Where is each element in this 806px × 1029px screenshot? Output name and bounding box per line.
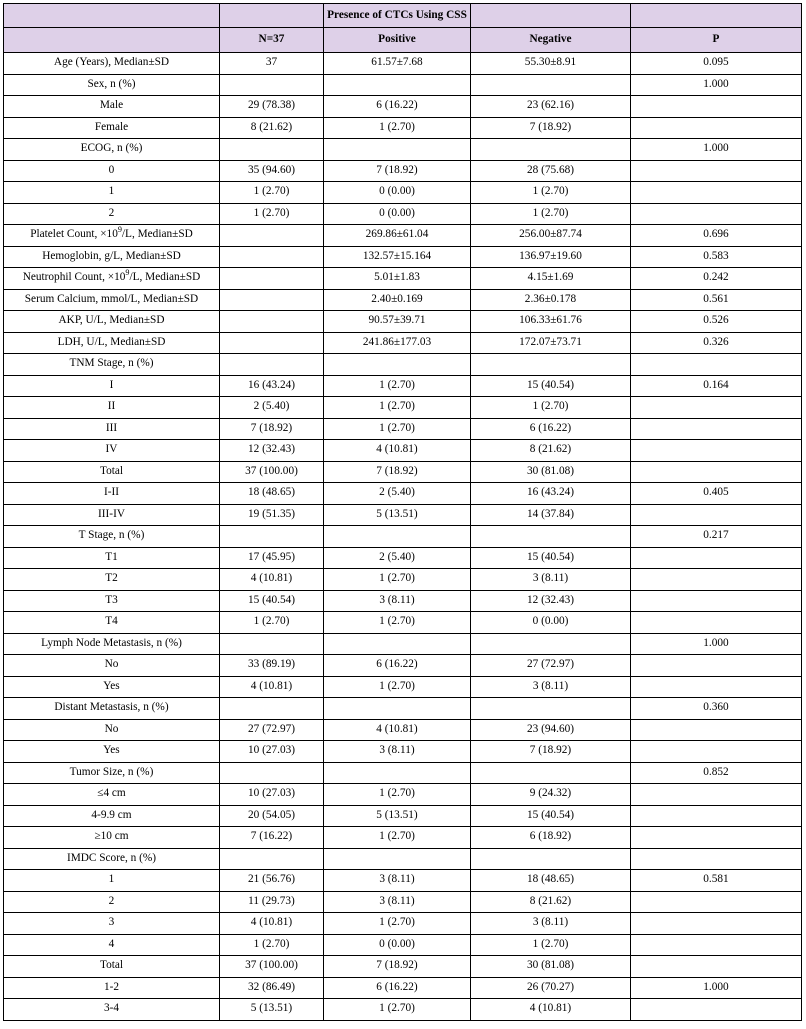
data-cell-total: 37 (100.00) [220,461,324,483]
data-cell-negative: 136.97±19.60 [471,246,631,268]
row-label-cell: I [4,375,220,397]
data-cell-total [220,268,324,290]
data-cell-negative: 2.36±0.178 [471,289,631,311]
data-cell-positive: 3 (8.11) [324,870,471,892]
data-cell-negative: 14 (37.84) [471,504,631,526]
data-cell-total: 12 (32.43) [220,440,324,462]
row-label-cell: 1-2 [4,977,220,999]
data-cell-p [631,956,802,978]
data-cell-positive: 132.57±15.164 [324,246,471,268]
table-row [4,74,802,96]
data-cell-negative: 256.00±87.74 [471,225,631,247]
row-label-cell: Female [4,117,220,139]
header-group-spacer-negative [471,4,631,28]
column-header-variable [4,28,220,53]
data-cell-positive: 2 (5.40) [324,483,471,505]
data-cell-p [631,504,802,526]
data-cell-positive: 1 (2.70) [324,676,471,698]
row-label-cell: Hemoglobin, g/L, Median±SD [4,246,220,268]
data-cell-p [631,784,802,806]
data-cell-total: 10 (27.03) [220,741,324,763]
data-cell-positive: 6 (16.22) [324,96,471,118]
row-label-cell: No [4,719,220,741]
data-cell-total [220,332,324,354]
data-cell-p: 0.164 [631,375,802,397]
data-cell-p: 1.000 [631,139,802,161]
data-cell-negative: 23 (62.16) [471,96,631,118]
data-cell-p: 1.000 [631,633,802,655]
column-header-positive: Positive [324,28,471,53]
table-row [4,762,802,784]
data-cell-total [220,848,324,870]
row-label-cell: III-IV [4,504,220,526]
data-cell-positive: 1 (2.70) [324,397,471,419]
data-cell-p [631,160,802,182]
row-label-cell: Yes [4,676,220,698]
data-cell-total: 15 (40.54) [220,590,324,612]
data-cell-negative: 27 (72.97) [471,655,631,677]
header-group-spacer-total [220,4,324,28]
header-row-columns [4,28,802,53]
row-label-cell: 4-9.9 cm [4,805,220,827]
table-row [4,999,802,1021]
table-row [4,526,802,548]
data-cell-positive: 1 (2.70) [324,612,471,634]
data-cell-positive: 1 (2.70) [324,117,471,139]
data-cell-positive: 90.57±39.71 [324,311,471,333]
row-label-cell: LDH, U/L, Median±SD [4,332,220,354]
data-cell-negative: 30 (81.08) [471,956,631,978]
data-cell-total: 1 (2.70) [220,182,324,204]
data-cell-p [631,741,802,763]
data-cell-total [220,289,324,311]
data-cell-negative: 8 (21.62) [471,440,631,462]
row-label-cell: Age (Years), Median±SD [4,53,220,75]
data-cell-total: 7 (16.22) [220,827,324,849]
data-cell-total [220,633,324,655]
data-cell-p [631,569,802,591]
row-label-cell: Neutrophil Count, $\times 10^9/L$, Median±SD [4,268,220,290]
data-cell-positive: 4 (10.81) [324,719,471,741]
data-cell-p [631,547,802,569]
table-row [4,117,802,139]
data-cell-positive: 4 (10.81) [324,440,471,462]
data-cell-p: 0.583 [631,246,802,268]
data-cell-p [631,655,802,677]
data-cell-p: 0.217 [631,526,802,548]
data-cell-negative: 15 (40.54) [471,375,631,397]
table-row [4,246,802,268]
data-cell-negative: 15 (40.54) [471,805,631,827]
data-cell-positive [324,848,471,870]
data-cell-p [631,934,802,956]
data-cell-negative: 7 (18.92) [471,117,631,139]
data-cell-p: 0.526 [631,311,802,333]
data-cell-p: 0.852 [631,762,802,784]
table-row [4,805,802,827]
data-cell-negative: 3 (8.11) [471,913,631,935]
data-cell-positive [324,74,471,96]
data-cell-positive: 1 (2.70) [324,784,471,806]
data-cell-positive: 6 (16.22) [324,977,471,999]
table-row [4,289,802,311]
data-cell-negative: 3 (8.11) [471,569,631,591]
table-row [4,332,802,354]
table-row [4,848,802,870]
table-head [4,4,802,53]
row-label-cell: I-II [4,483,220,505]
table-row [4,96,802,118]
data-cell-p [631,96,802,118]
data-cell-p: 0.095 [631,53,802,75]
data-cell-positive [324,354,471,376]
data-cell-negative: 55.30±8.91 [471,53,631,75]
row-label-cell: Tumor Size, n (%) [4,762,220,784]
header-row-group [4,4,802,28]
data-cell-p: 0.696 [631,225,802,247]
data-cell-total: 11 (29.73) [220,891,324,913]
data-cell-p: 0.561 [631,289,802,311]
data-cell-positive: 61.57±7.68 [324,53,471,75]
table-row [4,504,802,526]
data-cell-positive: 0 (0.00) [324,934,471,956]
table-row [4,612,802,634]
row-label-cell: No [4,655,220,677]
data-cell-total: 1 (2.70) [220,612,324,634]
data-cell-total: 17 (45.95) [220,547,324,569]
table-row [4,655,802,677]
data-cell-negative: 0 (0.00) [471,612,631,634]
table-row [4,354,802,376]
data-cell-positive: 1 (2.70) [324,375,471,397]
data-cell-positive: 1 (2.70) [324,569,471,591]
column-header-negative: Negative [471,28,631,53]
data-cell-negative: 4 (10.81) [471,999,631,1021]
data-cell-positive: 2 (5.40) [324,547,471,569]
data-cell-p [631,827,802,849]
data-cell-p [631,805,802,827]
data-cell-negative [471,526,631,548]
data-cell-p: 0.326 [631,332,802,354]
table-row [4,913,802,935]
data-cell-negative: 1 (2.70) [471,182,631,204]
table-row [4,418,802,440]
data-cell-p [631,891,802,913]
data-cell-p [631,182,802,204]
table-row [4,741,802,763]
row-label-cell: Total [4,461,220,483]
table-row [4,53,802,75]
data-cell-positive: 3 (8.11) [324,741,471,763]
data-cell-total: 21 (56.76) [220,870,324,892]
data-cell-total [220,354,324,376]
column-header-total: N=37 [220,28,324,53]
table-row [4,633,802,655]
row-label-cell: Platelet Count, $\times 10^9/L$, Median±SD [4,225,220,247]
row-label-cell: ≤4 cm [4,784,220,806]
data-cell-positive: 1 (2.70) [324,827,471,849]
data-cell-negative: 4.15±1.69 [471,268,631,290]
data-cell-positive: 0 (0.00) [324,182,471,204]
table-row [4,676,802,698]
table-row [4,375,802,397]
data-cell-total: 2 (5.40) [220,397,324,419]
data-cell-total: 4 (10.81) [220,569,324,591]
data-cell-negative: 6 (18.92) [471,827,631,849]
table-row [4,461,802,483]
data-cell-total: 27 (72.97) [220,719,324,741]
data-cell-total [220,762,324,784]
row-label-cell: T Stage, n (%) [4,526,220,548]
data-cell-total [220,311,324,333]
data-cell-positive [324,526,471,548]
data-cell-positive: 1 (2.70) [324,418,471,440]
data-cell-negative: 30 (81.08) [471,461,631,483]
row-label-cell: Total [4,956,220,978]
table-row [4,977,802,999]
data-cell-p [631,913,802,935]
data-cell-total: 10 (27.03) [220,784,324,806]
row-label-cell: 3 [4,913,220,935]
row-label-cell: II [4,397,220,419]
data-cell-p [631,676,802,698]
row-label-cell: T4 [4,612,220,634]
data-cell-positive [324,633,471,655]
data-cell-p [631,117,802,139]
data-cell-total: 32 (86.49) [220,977,324,999]
row-label-cell: Sex, n (%) [4,74,220,96]
table-container [3,3,801,1021]
table-body [4,53,802,1021]
row-label-cell: 0 [4,160,220,182]
row-label-cell: TNM Stage, n (%) [4,354,220,376]
row-label-cell: Male [4,96,220,118]
data-cell-negative [471,848,631,870]
data-cell-total [220,225,324,247]
table-row [4,698,802,720]
data-cell-total [220,526,324,548]
data-cell-total: 5 (13.51) [220,999,324,1021]
data-cell-total: 18 (48.65) [220,483,324,505]
data-cell-p [631,418,802,440]
table-row [4,483,802,505]
data-cell-negative [471,633,631,655]
data-cell-positive [324,698,471,720]
table-row [4,719,802,741]
table-row [4,934,802,956]
data-cell-p [631,397,802,419]
data-cell-negative: 1 (2.70) [471,934,631,956]
data-cell-positive: 7 (18.92) [324,461,471,483]
table-row [4,268,802,290]
data-cell-negative: 16 (43.24) [471,483,631,505]
data-cell-negative [471,698,631,720]
data-cell-positive: 269.86±61.04 [324,225,471,247]
row-label-cell: Serum Calcium, mmol/L, Median±SD [4,289,220,311]
data-cell-total [220,74,324,96]
data-cell-negative: 3 (8.11) [471,676,631,698]
header-group-spacer-variable [4,4,220,28]
data-cell-positive: 5.01±1.83 [324,268,471,290]
data-cell-negative: 172.07±73.71 [471,332,631,354]
table-row [4,784,802,806]
data-cell-positive: 5 (13.51) [324,805,471,827]
table-row [4,870,802,892]
data-cell-p [631,848,802,870]
table-row [4,590,802,612]
data-cell-positive: 7 (18.92) [324,956,471,978]
data-cell-p: 0.360 [631,698,802,720]
data-cell-negative [471,139,631,161]
data-cell-positive: 3 (8.11) [324,590,471,612]
row-label-cell: Yes [4,741,220,763]
data-cell-total: 16 (43.24) [220,375,324,397]
data-cell-total: 1 (2.70) [220,934,324,956]
data-cell-negative [471,354,631,376]
data-cell-negative: 15 (40.54) [471,547,631,569]
data-cell-positive: 1 (2.70) [324,999,471,1021]
table-row [4,569,802,591]
table-row [4,182,802,204]
data-cell-positive [324,139,471,161]
data-cell-total: 7 (18.92) [220,418,324,440]
data-cell-negative: 7 (18.92) [471,741,631,763]
table-row [4,139,802,161]
data-cell-p [631,719,802,741]
data-cell-p: 0.242 [631,268,802,290]
data-cell-negative: 1 (2.70) [471,397,631,419]
row-label-cell: 3-4 [4,999,220,1021]
row-label-cell: T2 [4,569,220,591]
data-cell-total: 37 (100.00) [220,956,324,978]
table-row [4,827,802,849]
data-cell-p: 0.581 [631,870,802,892]
data-cell-negative [471,762,631,784]
data-cell-negative: 6 (16.22) [471,418,631,440]
data-cell-positive: 1 (2.70) [324,913,471,935]
row-label-cell: 1 [4,870,220,892]
data-cell-total: 1 (2.70) [220,203,324,225]
data-cell-total: 35 (94.60) [220,160,324,182]
clinical-characteristics-table [3,3,802,1021]
data-cell-positive: 2.40±0.169 [324,289,471,311]
data-cell-positive: 6 (16.22) [324,655,471,677]
data-cell-p [631,461,802,483]
data-cell-negative: 9 (24.32) [471,784,631,806]
data-cell-negative: 12 (32.43) [471,590,631,612]
table-row [4,956,802,978]
data-cell-p: 0.405 [631,483,802,505]
data-cell-negative: 1 (2.70) [471,203,631,225]
data-cell-total: 8 (21.62) [220,117,324,139]
data-cell-positive: 0 (0.00) [324,203,471,225]
data-cell-negative: 106.33±61.76 [471,311,631,333]
data-cell-total [220,698,324,720]
data-cell-positive: 241.86±177.03 [324,332,471,354]
data-cell-negative: 28 (75.68) [471,160,631,182]
data-cell-p [631,203,802,225]
row-label-cell: AKP, U/L, Median±SD [4,311,220,333]
data-cell-p [631,590,802,612]
table-row [4,891,802,913]
row-label-cell: T1 [4,547,220,569]
data-cell-positive: 5 (13.51) [324,504,471,526]
data-cell-total: 19 (51.35) [220,504,324,526]
data-cell-total: 29 (78.38) [220,96,324,118]
row-label-cell: III [4,418,220,440]
header-group-spacer-p [631,4,802,28]
row-label-cell: IV [4,440,220,462]
data-cell-negative: 26 (70.27) [471,977,631,999]
row-label-cell: 2 [4,891,220,913]
data-cell-p [631,999,802,1021]
row-label-cell: Distant Metastasis, n (%) [4,698,220,720]
row-label-cell: 4 [4,934,220,956]
data-cell-negative [471,74,631,96]
header-group-presence-of-ctcs: Presence of CTCs Using CSS [324,4,471,28]
row-label-cell: T3 [4,590,220,612]
data-cell-p: 1.000 [631,74,802,96]
table-row [4,547,802,569]
row-label-cell: ECOG, n (%) [4,139,220,161]
data-cell-total [220,246,324,268]
data-cell-total [220,139,324,161]
data-cell-total: 4 (10.81) [220,676,324,698]
data-cell-total: 37 [220,53,324,75]
column-header-p: P [631,28,802,53]
data-cell-positive: 3 (8.11) [324,891,471,913]
data-cell-positive [324,762,471,784]
row-label-cell: 2 [4,203,220,225]
table-row [4,440,802,462]
data-cell-p [631,354,802,376]
data-cell-total: 20 (54.05) [220,805,324,827]
table-row [4,311,802,333]
data-cell-negative: 23 (94.60) [471,719,631,741]
data-cell-p [631,612,802,634]
row-label-cell: ≥10 cm [4,827,220,849]
data-cell-negative: 18 (48.65) [471,870,631,892]
table-row [4,397,802,419]
row-label-cell: Lymph Node Metastasis, n (%) [4,633,220,655]
data-cell-total: 4 (10.81) [220,913,324,935]
table-row [4,203,802,225]
table-row [4,160,802,182]
row-label-cell: 1 [4,182,220,204]
data-cell-total: 33 (89.19) [220,655,324,677]
data-cell-positive: 7 (18.92) [324,160,471,182]
data-cell-p: 1.000 [631,977,802,999]
table-row [4,225,802,247]
data-cell-negative: 8 (21.62) [471,891,631,913]
row-label-cell: IMDC Score, n (%) [4,848,220,870]
data-cell-p [631,440,802,462]
